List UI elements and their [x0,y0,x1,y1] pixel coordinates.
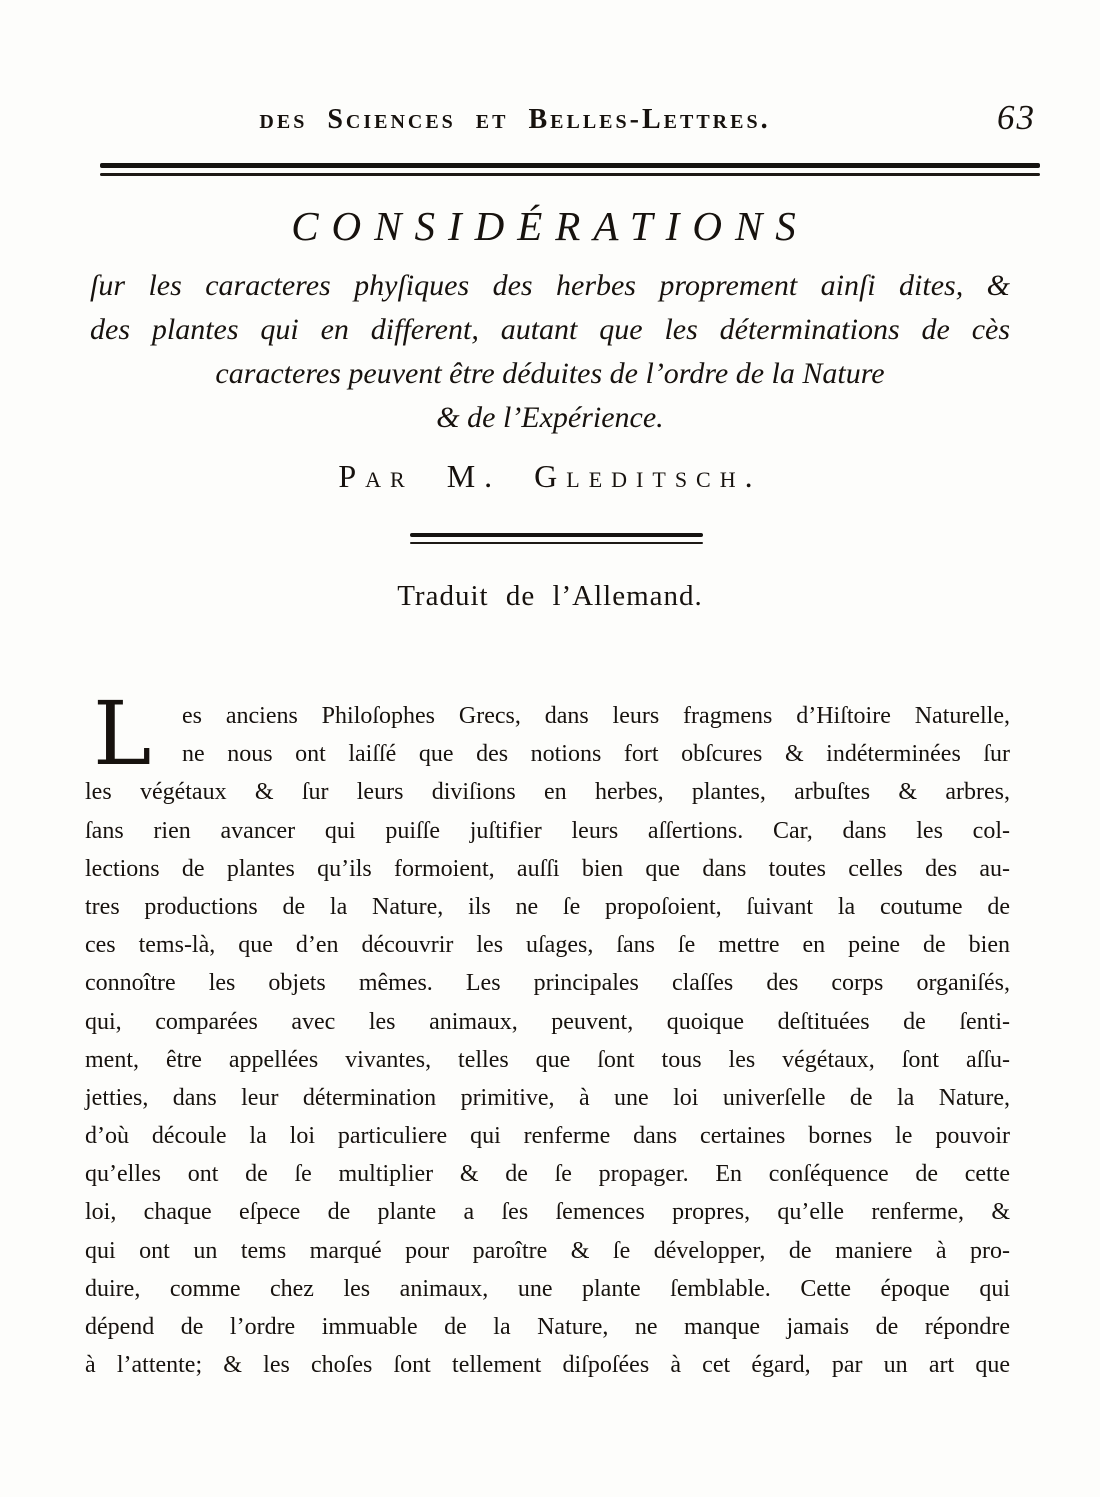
text-line: qui, comparées avec les animaux, peuvent, quoique deſtituées de ſenti- [85,1008,1010,1035]
text-line: ne nous ont laiſſé que des notions fort obſcures & indéterminées ſur [182,741,1010,768]
subtitle-line: & de l’Expérience. [436,401,664,434]
text-line: ment, être appellées vivantes, telles que ſont tous les végétaux, ſont aſſu- [85,1046,1010,1073]
author-byline: Par M. Gleditsch. [338,458,762,494]
subtitle-line: caracteres peuvent être déduites de l’ordre de la Nature [215,357,885,390]
text-line: connoître les objets mêmes. Les principales claſſes des corps organiſés, [85,970,1010,997]
byline-double-rule [410,533,703,544]
text-line: loi, chaque eſpece de plante a ſes ſemences propres, qu’elle renferme, & [85,1199,1010,1226]
rule-bar-thin [410,542,703,544]
text-line: tres productions de la Nature, ils ne ſe propoſoient, ſuivant la coutume de [85,893,1010,920]
text-line: es anciens Philoſophes Grecs, dans leurs fragmens d’Hiſtoire Naturelle, [182,703,1010,729]
drop-cap-initial: L [93,682,152,785]
rule-bar-thick [100,163,1040,168]
subtitle-line: des plantes qui en different, autant que les déterminations de cès [90,313,1010,346]
text-line: lections de plantes qu’ils formoient, auſſi bien que dans toutes celles des au- [85,855,1010,882]
rule-bar-thick [410,533,703,537]
text-line: à l’attente; & les choſes ſont tellement diſpoſées à cet égard, par un art que [85,1352,1010,1379]
text-line: les végétaux & ſur leurs diviſions en herbes, plantes, arbuſtes & arbres, [85,779,1010,806]
article-subtitle [0,264,1100,440]
text-line: duire, comme chez les animaux, une plante ſemblable. Cette époque qui [85,1275,1010,1302]
subtitle-line: ſur les caracteres phyſiques des herbes proprement ainſi dites, & [90,269,1010,302]
header-double-rule [100,163,1040,176]
text-line: qu’elles ont de ſe multiplier & de ſe propager. En conſéquence de cette [85,1161,1010,1188]
rule-bar-thin [100,173,1040,176]
text-line: jetties, dans leur détermination primitive, à une loi univerſelle de la Nature, [85,1084,1010,1111]
running-title: des Sciences et Belles-Lettres. [259,104,771,135]
text-line: ſans rien avancer qui puiſſe juſtifier leurs aſſertions. Car, dans les col- [85,817,1010,844]
translation-note: Traduit de l’Allemand. [397,580,703,612]
article-title: CONSIDÉRATIONS [291,203,809,249]
text-line: d’où découle la loi particuliere qui renferme dans certaines bornes le pouvoir [85,1123,1010,1150]
article-title-block [0,200,1100,440]
text-line: dépend de l’ordre immuable de la Nature, ne manque jamais de répondre [85,1314,1010,1340]
page-number: 63 [997,98,1036,137]
running-header [0,98,1100,146]
text-line: qui ont un tems marqué pour paroître & ſe développer, de maniere à pro- [85,1237,1010,1264]
text-line: ces tems-là, que d’en découvrir les uſages, ſans ſe mettre en peine de bien [85,932,1010,959]
body-paragraph [85,682,1010,1384]
